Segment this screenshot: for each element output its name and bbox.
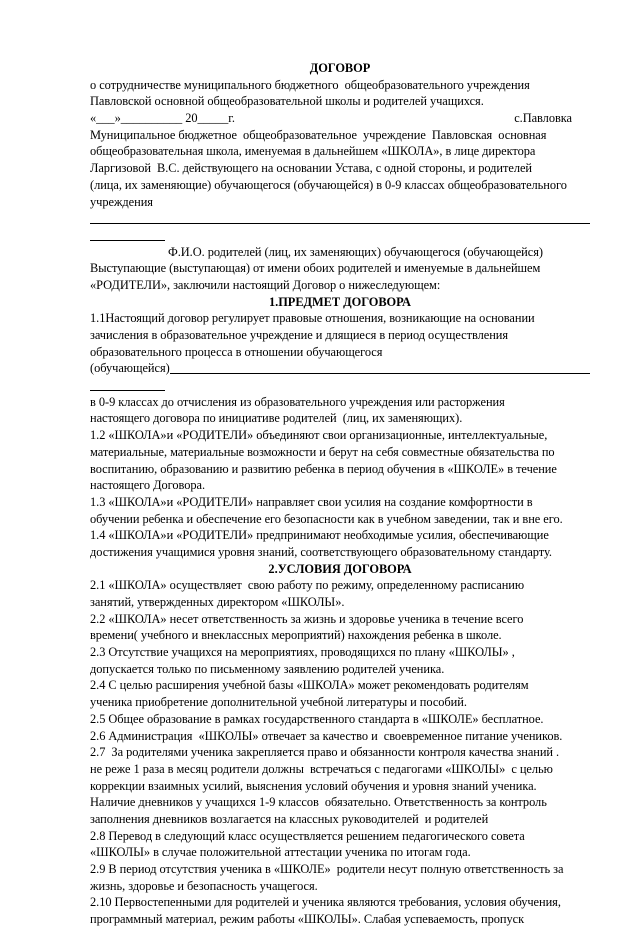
contract-date: «___»__________ 20_____г. (90, 111, 235, 126)
section-2-line: 2.1 «ШКОЛА» осуществляет свою работу по режиму, определенному расписанию (90, 578, 525, 593)
section-2-line: коррекции взаимных усилий, выяснения условий обучения и уровня знаний ученика. (90, 778, 537, 793)
student-name-field-continuation (90, 377, 165, 394)
section-2-line: 2.6 Администрация «ШКОЛЫ» отвечает за качество и своевременное питание учеников. (90, 728, 563, 743)
parents-name-field-continuation (90, 227, 165, 244)
parents-name-field (90, 210, 590, 227)
section-1-paragraph-a (90, 310, 590, 360)
parents-paragraph (90, 260, 590, 293)
section-2-line: допускается только по письменному заявлению родителей ученика. (90, 661, 445, 676)
section-1-line: 1.2 «ШКОЛА»и «РОДИТЕЛИ» объединяют свои организационные, интеллектуальные, (90, 428, 548, 443)
section-1-line: достижения учащимися уровня знаний, соответствующего образовательному стандарту. (90, 544, 552, 559)
section-1-line: зачисления в образовательное учреждение и длящиеся в период осуществления (90, 328, 509, 342)
section-2-paragraph (90, 577, 590, 927)
section-2-line: Наличие дневников у учащихся 1-9 классов обязательно. Ответственность за контроль (90, 795, 547, 810)
section-2-line: 2.2 «ШКОЛА» несет ответственность за жизнь и здоровье ученика в течение всего (90, 611, 524, 626)
section-1-line: образовательного процесса в отношении обучающегося (90, 344, 383, 359)
section-2-line: времени( учебного и внеклассных мероприятий) нахождения ребенка в школе. (90, 628, 502, 643)
document-subtitle-2: Павловской основной общеобразовательной школы и родителей учащихся. (90, 94, 484, 109)
intro-line: Муниципальное бюджетное общеобразовательное учреждение Павловская основная (90, 127, 547, 142)
section-2-line: жизнь, здоровье и безопасность учащегося. (90, 878, 318, 893)
section-1-line: настоящего Договора. (90, 478, 206, 493)
intro-line: Ларгизовой В.С. действующего на основании Устава, с одной стороны, и родителей (90, 161, 532, 176)
section-2-line: не реже 1 раза в месяц родители должны встречаться с педагогами «ШКОЛЫ» с целью (90, 761, 553, 776)
student-label: (обучающейся) (90, 361, 170, 376)
section-2-line: «ШКОЛЫ» в случае положительной аттестации ученика по итогам года. (90, 845, 471, 860)
section-2-line: 2.4 С целью расширения учебной базы «ШКОЛА» может рекомендовать родителям (90, 678, 529, 693)
section-1-line: 1.3 «ШКОЛА»и «РОДИТЕЛИ» направляет свои усилия на создание комфортности в (90, 494, 533, 509)
section-1-line: обучении ребенка и обеспечение его безопасности как в учебном заведении, так и вне его. (90, 511, 563, 526)
section-2-line: ученика приобретение дополнительной учебной литературы и пособий. (90, 695, 467, 710)
parents-line: Выступающие (выступающая) от имени обоих родителей и именуемые в дальнейшем (90, 261, 541, 276)
section-1-line: настоящего договора по инициативе родителей (лиц, их заменяющих). (90, 411, 463, 426)
date-place-line (90, 110, 590, 127)
section-1-paragraph-b (90, 394, 590, 561)
intro-line: (лица, их заменяющие) обучающегося (обучающейся) в 0-9 классах общеобразовательного (90, 177, 567, 192)
document-page (90, 60, 590, 928)
intro-paragraph (90, 127, 590, 210)
section-1-title: 1.ПРЕДМЕТ ДОГОВОРА (269, 294, 411, 309)
section-2-line: 2.9 В период отсутствия ученика в «ШКОЛЕ» родители несут полную ответственность за (90, 862, 564, 876)
section-1-line: материальные, материальные возможности и берут на себя совместные обязательства по (90, 444, 555, 459)
parents-line: «РОДИТЕЛИ», заключили настоящий Договор о нижеследующем: (90, 277, 441, 292)
section-2-line: 2.5 Общее образование в рамках государственного стандарта в «ШКОЛЕ» бесплатное. (90, 711, 544, 726)
document-title: ДОГОВОР (309, 61, 371, 75)
contract-place: с.Павловка (514, 111, 572, 126)
student-name-line (90, 360, 590, 377)
section-2-line: 2.3 Отсутствие учащихся на мероприятиях, проводящихся по плану «ШКОЛЫ» , (90, 645, 515, 660)
section-2-title: 2.УСЛОВИЯ ДОГОВОРА (268, 561, 412, 576)
section-1-line: 1.4 «ШКОЛА»и «РОДИТЕЛИ» предпринимают необходимые усилия, обеспечивающие (90, 528, 549, 543)
document-subtitle-1: о сотрудничестве муниципального бюджетного общеобразовательного учреждения (90, 77, 530, 92)
intro-line: общеобразовательная школа, именуемая в дальнейшем «ШКОЛА», в лице директора (90, 144, 536, 159)
section-1-line: в 0-9 классах до отчисления из образовательного учреждения или расторжения (90, 394, 505, 409)
section-2-line: 2.7 За родителями ученика закрепляется право и обязанности контроля качества знаний . (90, 745, 560, 760)
section-1-line: 1.1Настоящий договор регулирует правовые отношения, возникающие на основании (90, 311, 535, 326)
section-2-line: программный материал, режим работы «ШКОЛЫ». Слабая успеваемость, пропуск (90, 912, 525, 927)
section-1-line: воспитанию, образованию и развитию ребенка в период обучения в «ШКОЛЕ» в течение (90, 461, 557, 476)
section-2-line: 2.10 Первостепенными для родителей и ученика являются требования, условия обучения, (90, 895, 561, 910)
section-2-line: 2.8 Перевод в следующий класс осуществляется решением педагогического совета (90, 828, 525, 843)
parents-caption: Ф.И.О. родителей (лиц, их заменяющих) обучающегося (обучающейся) (168, 244, 543, 259)
student-name-field (170, 360, 590, 377)
intro-line: учреждения (90, 194, 153, 209)
section-2-line: занятий, утвержденных директором «ШКОЛЫ». (90, 595, 345, 609)
section-2-line: заполнения дневников возлагается на классных руководителей и родителей (90, 811, 489, 826)
